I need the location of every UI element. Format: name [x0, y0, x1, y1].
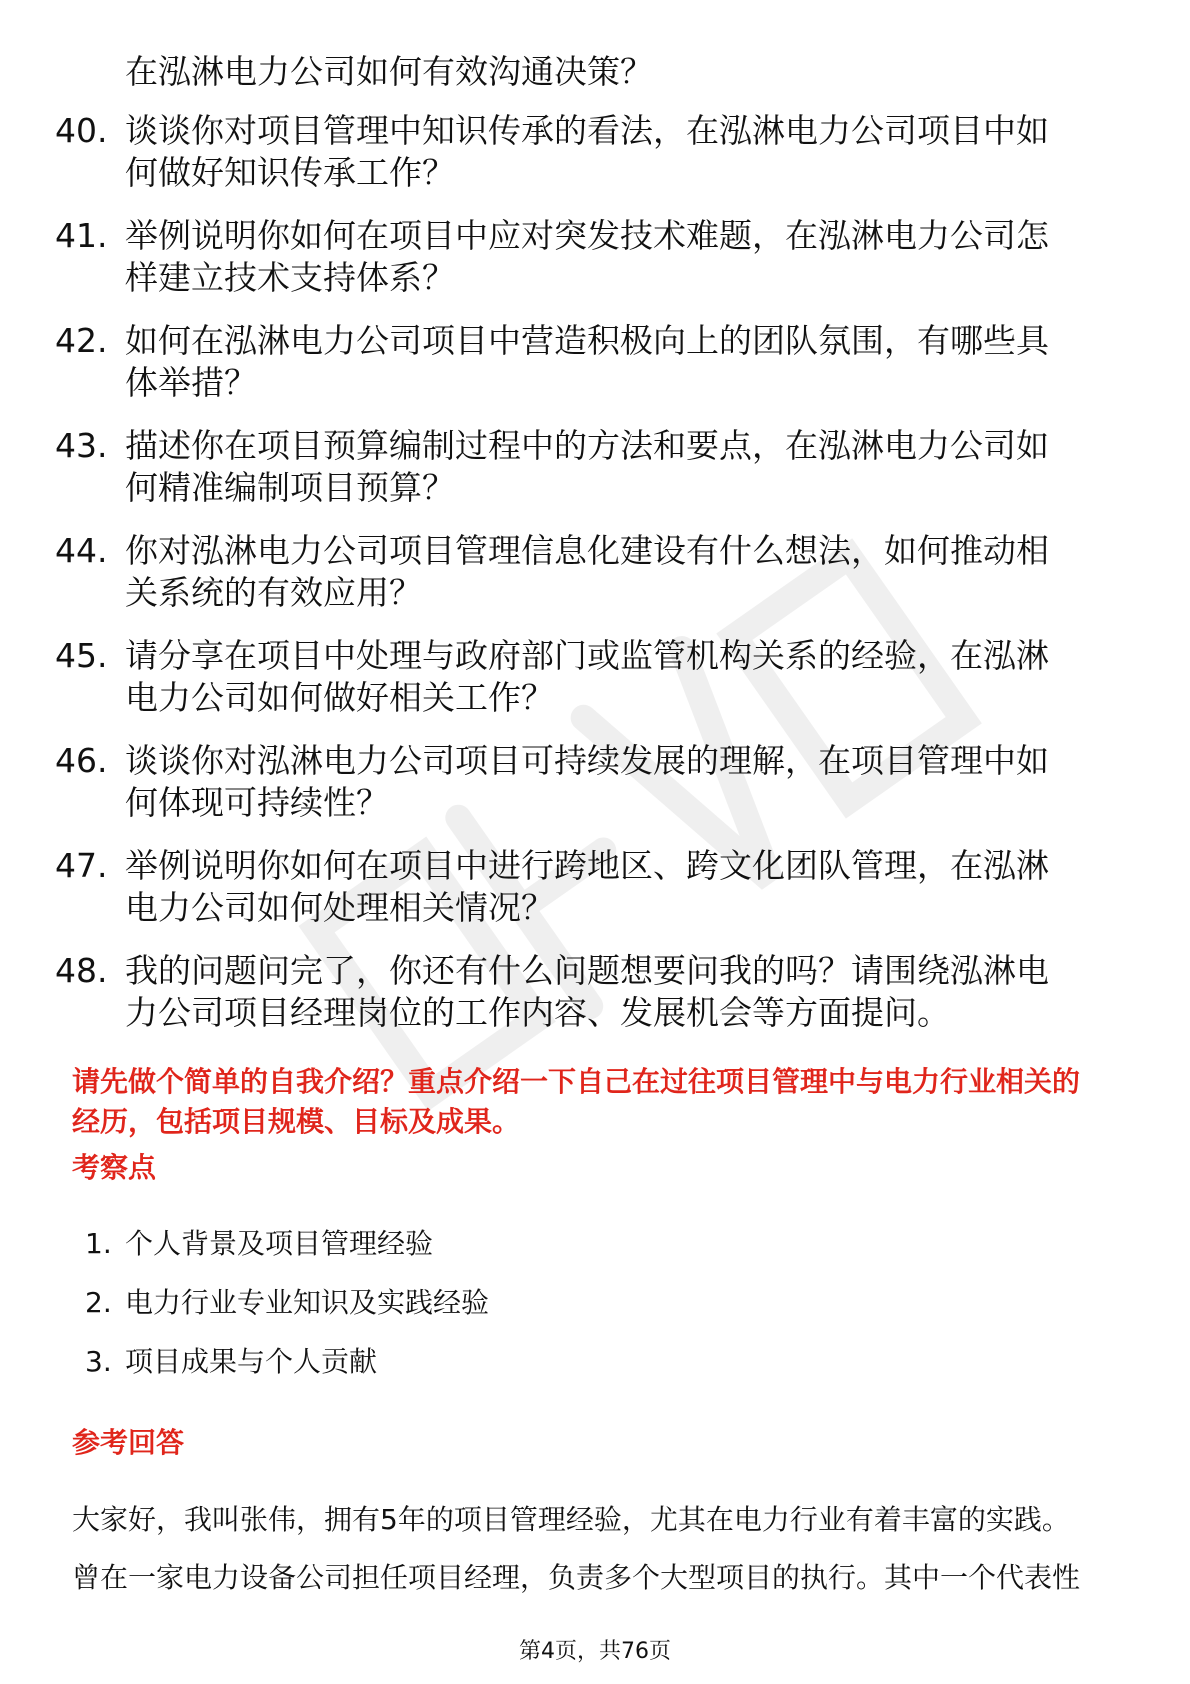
question-line: 举例说明你如何在项目中进行跨地区、跨文化团队管理，在泓淋: [125, 846, 1049, 885]
question-list: [55, 110, 1115, 1055]
question-line: 我的问题问完了，你还有什么问题想要问我的吗？请围绕泓淋电: [125, 951, 1049, 990]
question-line: 如何在泓淋电力公司项目中营造积极向上的团队氛围，有哪些具: [125, 321, 1049, 360]
key-point-number: 1.: [85, 1227, 112, 1260]
question-item: [55, 425, 1115, 509]
question-item: [55, 215, 1115, 299]
key-point-item: [85, 1285, 1085, 1321]
question-item: [55, 530, 1115, 614]
intro-question-line: 请先做个简单的自我介绍？重点介绍一下自己在过往项目管理中与电力行业相关的: [72, 1065, 1081, 1098]
page-number-footer: 第4页，共76页: [519, 1639, 671, 1664]
question-item: [55, 320, 1115, 404]
question-line: 关系统的有效应用？: [125, 573, 422, 612]
question-39-continuation: 在泓淋电力公司如何有效沟通决策？: [125, 52, 653, 91]
key-points-heading: 考察点: [72, 1151, 157, 1184]
key-point-text: 个人背景及项目管理经验: [125, 1227, 434, 1260]
reference-answer-heading: 参考回答: [72, 1426, 185, 1459]
question-number: 41.: [55, 216, 108, 255]
question-line: 谈谈你对项目管理中知识传承的看法，在泓淋电力公司项目中如: [125, 111, 1049, 150]
answer-paragraph: 大家好，我叫张伟，拥有5年的项目管理经验，尤其在电力行业有着丰富的实践。: [72, 1503, 1070, 1536]
key-points-list: [85, 1226, 1085, 1403]
key-point-number: 3.: [85, 1345, 112, 1378]
question-item: [55, 110, 1115, 194]
question-line: 电力公司如何做好相关工作？: [125, 678, 554, 717]
question-number: 47.: [55, 846, 108, 885]
question-number: 42.: [55, 321, 108, 360]
question-number: 46.: [55, 741, 108, 780]
key-point-text: 电力行业专业知识及实践经验: [125, 1286, 490, 1319]
question-item: [55, 635, 1115, 719]
question-number: 45.: [55, 636, 108, 675]
question-line: 力公司项目经理岗位的工作内容、发展机会等方面提问。: [125, 993, 950, 1032]
key-point-item: [85, 1344, 1085, 1380]
question-item: [55, 740, 1115, 824]
question-number: 40.: [55, 111, 108, 150]
intro-question: [72, 1062, 1122, 1142]
question-line: 体举措？: [125, 363, 257, 402]
question-line: 描述你在项目预算编制过程中的方法和要点，在泓淋电力公司如: [125, 426, 1049, 465]
question-line: 何做好知识传承工作？: [125, 153, 455, 192]
question-line: 你对泓淋电力公司项目管理信息化建设有什么想法，如何推动相: [125, 531, 1049, 570]
question-number: 44.: [55, 531, 108, 570]
question-line: 样建立技术支持体系？: [125, 258, 455, 297]
question-line: 电力公司如何处理相关情况？: [125, 888, 554, 927]
question-line: 何精准编制项目预算？: [125, 468, 455, 507]
answer-paragraph: 曾在一家电力设备公司担任项目经理，负责多个大型项目的执行。其中一个代表性: [72, 1561, 1081, 1594]
question-item: [55, 845, 1115, 929]
question-line: 请分享在项目中处理与政府部门或监管机构关系的经验，在泓淋: [125, 636, 1049, 675]
question-line: 谈谈你对泓淋电力公司项目可持续发展的理解，在项目管理中如: [125, 741, 1049, 780]
key-point-number: 2.: [85, 1286, 112, 1319]
question-item: [55, 950, 1115, 1034]
question-number: 43.: [55, 426, 108, 465]
question-line: 举例说明你如何在项目中应对突发技术难题，在泓淋电力公司怎: [125, 216, 1049, 255]
question-number: 48.: [55, 951, 108, 990]
key-point-item: [85, 1226, 1085, 1262]
key-point-text: 项目成果与个人贡献: [125, 1345, 378, 1378]
intro-question-line: 经历，包括项目规模、目标及成果。: [72, 1105, 521, 1138]
question-line: 何体现可持续性？: [125, 783, 389, 822]
